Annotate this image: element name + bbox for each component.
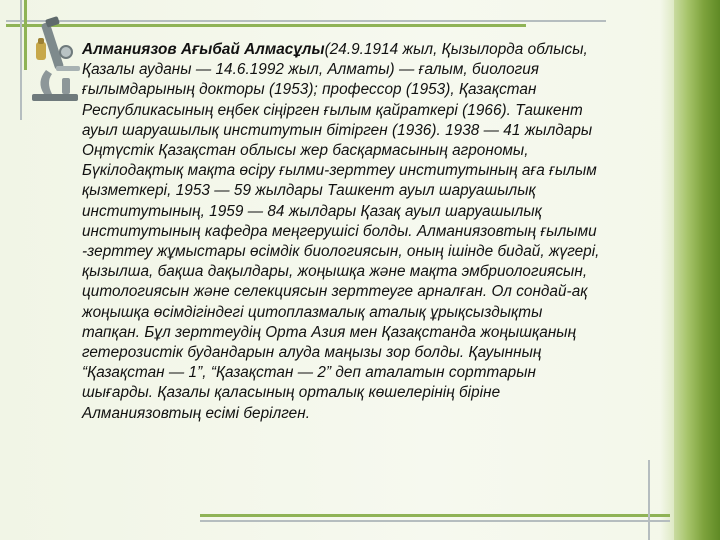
text-line-2: Қазалы ауданы — 14.6.1992 жыл, Алматы) — ғалым, биология bbox=[82, 61, 540, 79]
text-line-14: жоңышқа өсімдігіндегі цитоплазмалық аталық ұрықсыздықты bbox=[82, 303, 543, 321]
text-line-16: гетерозистік будандарын алуда маңызы зор болды. Қауынның bbox=[82, 344, 542, 362]
frame-line-right bbox=[648, 460, 650, 540]
text-line-5: ауыл шаруашылық институтын бітірген (1936). 1938 — 41 жылдары bbox=[82, 121, 593, 139]
microscope-icon bbox=[22, 12, 88, 104]
text-line-9: институтының, 1959 — 84 жылдары Қазақ ауыл шаруашылық bbox=[82, 202, 542, 220]
text-line-15: тапқан. Бұл зерттеудің Орта Азия мен Қазақстанда жоңышқаның bbox=[82, 323, 577, 341]
text-line-4: Республикасының еңбек сіңірген ғылым қайраткері (1966). Ташкент bbox=[82, 101, 583, 119]
text-line-19: Алманиязовтың есімі берілген. bbox=[82, 404, 311, 422]
text-line-11: -зерттеу жұмыстары өсімдік биологиясын, оның ішінде бидай, жүгері, bbox=[82, 243, 600, 261]
person-name: Алманиязов Ағыбай Алмасұлы bbox=[82, 41, 325, 58]
biography-text bbox=[82, 40, 694, 424]
frame-line-bottom bbox=[200, 520, 670, 522]
text-line-7: Бүкілодақтық мақта өсіру ғылми-зерттеу институтының аға ғылым bbox=[82, 162, 597, 180]
frame-line-top bbox=[6, 20, 606, 22]
frame-line-bottom-accent bbox=[200, 514, 670, 517]
text-line-17: “Қазақстан — 1”, “Қазақстан — 2” деп аталатын сорттарын bbox=[82, 364, 536, 382]
text-line-3: ғылымдарының докторы (1953); профессор (1953), Қазақстан bbox=[82, 81, 537, 99]
text-line-10: институтының кафедра меңгерушісі болды. Алманиязовтың ғылыми bbox=[82, 222, 597, 240]
text-line-1: Алманиязов Ағыбай Алмасұлы(24.9.1914 жыл, Қызылорда облысы, bbox=[82, 41, 588, 58]
text-line-12: қызылша, бақша дақылдары, жоңышқа және мақта эмбриологиясын, bbox=[82, 263, 588, 281]
text-line-18: шығарды. Қазалы қаласының орталық көшелерінің біріне bbox=[82, 384, 501, 402]
text-line-6: Оңтүстік Қазақстан облысы жер басқармасының агрономы, bbox=[82, 142, 529, 160]
text-line-13: цитологиясын және селекциясын зерттеуге арналған. Ол сондай-ақ bbox=[82, 283, 588, 301]
text-line-8: қызметкері, 1953 — 59 жылдары Ташкент ауыл шаруашылық bbox=[82, 182, 536, 200]
